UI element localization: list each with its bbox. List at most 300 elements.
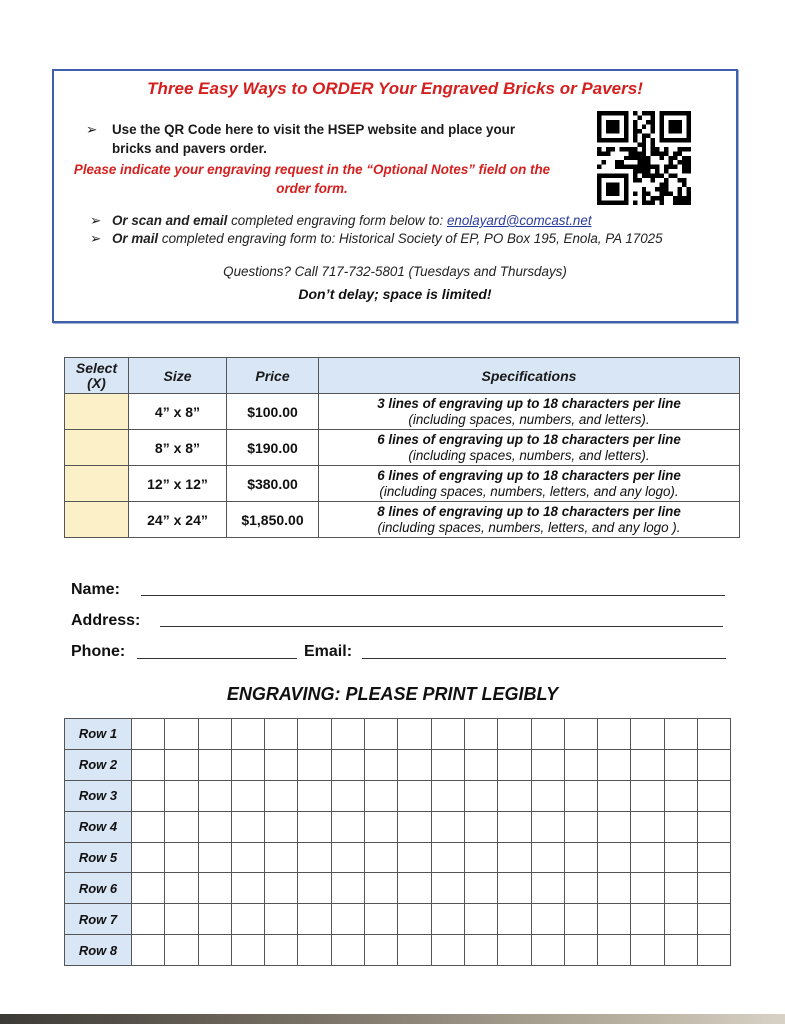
qr-module: [624, 201, 628, 205]
character-box[interactable]: [464, 873, 497, 904]
character-box[interactable]: [664, 811, 697, 842]
qr-module: [660, 120, 664, 124]
character-box[interactable]: [265, 780, 298, 811]
qr-module: [637, 115, 641, 119]
qr-module: [606, 138, 610, 142]
qr-module: [615, 129, 619, 133]
qr-module: [660, 201, 664, 205]
qr-module: [615, 124, 619, 128]
qr-module: [660, 187, 664, 191]
character-box[interactable]: [165, 873, 198, 904]
qr-module: [655, 147, 659, 151]
qr-module: [601, 151, 605, 155]
character-box[interactable]: [298, 719, 331, 750]
character-box[interactable]: [664, 935, 697, 966]
qr-module: [642, 124, 646, 128]
qr-module: [642, 201, 646, 205]
qr-module: [651, 138, 655, 142]
header-price: Price: [227, 358, 319, 394]
character-box[interactable]: [231, 842, 264, 873]
character-box[interactable]: [198, 904, 231, 935]
character-box[interactable]: [598, 749, 631, 780]
qr-module: [610, 174, 614, 178]
qr-module: [624, 196, 628, 200]
qr-module: [687, 147, 691, 151]
name-field[interactable]: [141, 595, 725, 596]
character-box[interactable]: [331, 904, 364, 935]
character-box[interactable]: [331, 811, 364, 842]
qr-module: [642, 165, 646, 169]
qr-module: [646, 165, 650, 169]
character-box[interactable]: [698, 749, 731, 780]
email-bullet-bold: Or scan and email: [112, 213, 228, 228]
character-box[interactable]: [498, 811, 531, 842]
qr-module: [646, 133, 650, 137]
character-box[interactable]: [698, 904, 731, 935]
qr-module: [610, 129, 614, 133]
qr-module: [655, 165, 659, 169]
spec-cell: [319, 394, 740, 430]
qr-module: [687, 192, 691, 196]
character-box[interactable]: [464, 842, 497, 873]
character-box[interactable]: [398, 873, 431, 904]
character-box[interactable]: [298, 935, 331, 966]
qr-module: [597, 124, 601, 128]
character-box[interactable]: [231, 811, 264, 842]
qr-module: [597, 201, 601, 205]
character-box[interactable]: [365, 749, 398, 780]
qr-module: [610, 124, 614, 128]
character-box[interactable]: [198, 719, 231, 750]
qr-module: [682, 156, 686, 160]
character-box[interactable]: [132, 811, 165, 842]
character-box[interactable]: [698, 811, 731, 842]
size-cell: 8” x 8”: [129, 430, 227, 466]
spec-sub: (including spaces, numbers, letters, and any logo).: [379, 483, 679, 499]
qr-module: [597, 115, 601, 119]
qr-module: [619, 201, 623, 205]
character-box[interactable]: [531, 811, 564, 842]
qr-module: [673, 111, 677, 115]
spec-cell: [319, 430, 740, 466]
qr-code-icon[interactable]: [597, 111, 691, 205]
character-box[interactable]: [198, 780, 231, 811]
character-box[interactable]: [498, 719, 531, 750]
character-box[interactable]: [464, 904, 497, 935]
qr-module: [615, 160, 619, 164]
select-checkbox[interactable]: [65, 466, 129, 502]
character-box[interactable]: [165, 842, 198, 873]
character-box[interactable]: [531, 780, 564, 811]
character-box[interactable]: [198, 811, 231, 842]
character-box[interactable]: [431, 780, 464, 811]
qr-module: [642, 169, 646, 173]
qr-module: [633, 201, 637, 205]
character-box[interactable]: [598, 873, 631, 904]
qr-module: [624, 129, 628, 133]
character-box[interactable]: [165, 935, 198, 966]
character-box[interactable]: [265, 842, 298, 873]
character-box[interactable]: [265, 873, 298, 904]
qr-module: [637, 160, 641, 164]
spec-main: 8 lines of engraving up to 18 characters per line: [377, 503, 681, 519]
qr-module: [660, 129, 664, 133]
qr-module: [619, 174, 623, 178]
character-box[interactable]: [598, 719, 631, 750]
character-box[interactable]: [198, 935, 231, 966]
qr-module: [682, 183, 686, 187]
qr-module: [669, 192, 673, 196]
spec-sub: (including spaces, numbers, letters, and any logo ).: [377, 519, 681, 535]
character-box[interactable]: [531, 873, 564, 904]
character-box[interactable]: [598, 904, 631, 935]
character-box[interactable]: [564, 873, 597, 904]
character-box[interactable]: [265, 719, 298, 750]
qr-module: [687, 165, 691, 169]
qr-module: [664, 192, 668, 196]
character-box[interactable]: [631, 904, 664, 935]
character-box[interactable]: [464, 780, 497, 811]
character-box[interactable]: [398, 842, 431, 873]
qr-module: [651, 165, 655, 169]
character-box[interactable]: [498, 904, 531, 935]
character-box[interactable]: [298, 873, 331, 904]
character-box[interactable]: [698, 842, 731, 873]
qr-module: [610, 120, 614, 124]
character-box[interactable]: [531, 842, 564, 873]
character-box[interactable]: [231, 904, 264, 935]
character-box[interactable]: [132, 904, 165, 935]
qr-module: [655, 187, 659, 191]
qr-module: [633, 124, 637, 128]
qr-module: [606, 174, 610, 178]
character-box[interactable]: [431, 749, 464, 780]
character-box[interactable]: [598, 935, 631, 966]
qr-module: [642, 196, 646, 200]
character-box[interactable]: [398, 811, 431, 842]
character-box[interactable]: [631, 749, 664, 780]
qr-module: [628, 147, 632, 151]
qr-module: [606, 129, 610, 133]
qr-module: [633, 151, 637, 155]
character-box[interactable]: [598, 780, 631, 811]
character-box[interactable]: [664, 749, 697, 780]
email-field[interactable]: [362, 658, 726, 659]
email-link[interactable]: enolayard@comcast.net: [446, 213, 592, 228]
character-box[interactable]: [631, 719, 664, 750]
character-box[interactable]: [331, 842, 364, 873]
character-box[interactable]: [265, 935, 298, 966]
character-box[interactable]: [698, 935, 731, 966]
character-box[interactable]: [265, 749, 298, 780]
price-cell: $100.00: [227, 394, 319, 430]
character-box[interactable]: [498, 780, 531, 811]
qr-module: [597, 111, 601, 115]
qr-module: [610, 111, 614, 115]
character-box[interactable]: [631, 873, 664, 904]
qr-module: [615, 174, 619, 178]
character-box[interactable]: [365, 719, 398, 750]
character-box[interactable]: [531, 749, 564, 780]
character-box[interactable]: [231, 749, 264, 780]
select-checkbox[interactable]: [65, 430, 129, 466]
character-box[interactable]: [165, 811, 198, 842]
character-box[interactable]: [431, 811, 464, 842]
spec-sub: (including spaces, numbers, and letters).: [408, 411, 650, 427]
qr-module: [597, 133, 601, 137]
qr-module: [610, 201, 614, 205]
character-box[interactable]: [564, 749, 597, 780]
qr-module: [615, 201, 619, 205]
qr-module: [669, 129, 673, 133]
qr-module: [673, 174, 677, 178]
qr-module: [601, 201, 605, 205]
character-box[interactable]: [464, 935, 497, 966]
qr-module: [660, 115, 664, 119]
qr-module: [678, 160, 682, 164]
character-box[interactable]: [265, 811, 298, 842]
character-box[interactable]: [365, 935, 398, 966]
select-checkbox[interactable]: [65, 394, 129, 430]
character-box[interactable]: [431, 935, 464, 966]
qr-module: [606, 201, 610, 205]
qr-module: [615, 120, 619, 124]
qr-module: [678, 111, 682, 115]
qr-module: [619, 111, 623, 115]
optional-notes-instruction: Please indicate your engraving request in the “Optional Notes” field on the order form.: [73, 162, 551, 196]
character-box[interactable]: [564, 719, 597, 750]
character-box[interactable]: [298, 842, 331, 873]
character-box[interactable]: [631, 842, 664, 873]
character-box[interactable]: [631, 811, 664, 842]
character-box[interactable]: [598, 842, 631, 873]
character-box[interactable]: [564, 842, 597, 873]
arrow-bullet-icon: ➢: [90, 213, 102, 228]
qr-module: [682, 147, 686, 151]
character-box[interactable]: [198, 873, 231, 904]
qr-module: [642, 156, 646, 160]
qr-module: [637, 151, 641, 155]
qr-module: [597, 129, 601, 133]
email-bullet: [90, 213, 592, 229]
character-box[interactable]: [132, 780, 165, 811]
qr-bullet-text: Use the QR Code here to visit the HSEP website and place your bricks and pavers order.: [112, 122, 516, 156]
qr-module: [660, 196, 664, 200]
qr-module: [628, 151, 632, 155]
character-box[interactable]: [132, 873, 165, 904]
engraving-row-label: Row 4: [65, 811, 132, 842]
character-box[interactable]: [198, 749, 231, 780]
character-box[interactable]: [398, 749, 431, 780]
character-box[interactable]: [132, 719, 165, 750]
qr-module: [637, 169, 641, 173]
qr-module: [646, 201, 650, 205]
character-box[interactable]: [398, 904, 431, 935]
character-box[interactable]: [564, 811, 597, 842]
qr-module: [646, 120, 650, 124]
character-box[interactable]: [698, 719, 731, 750]
character-box[interactable]: [231, 780, 264, 811]
character-box[interactable]: [564, 935, 597, 966]
qr-module: [678, 129, 682, 133]
character-box[interactable]: [331, 935, 364, 966]
qr-module: [660, 133, 664, 137]
qr-module: [678, 178, 682, 182]
qr-module: [664, 147, 668, 151]
qr-module: [619, 165, 623, 169]
qr-module: [651, 115, 655, 119]
character-box[interactable]: [531, 719, 564, 750]
qr-module: [687, 133, 691, 137]
qr-module: [673, 165, 677, 169]
engraving-row: [65, 749, 731, 780]
qr-module: [637, 178, 641, 182]
qr-module: [624, 124, 628, 128]
character-box[interactable]: [498, 935, 531, 966]
spec-sub: (including spaces, numbers, and letters).: [408, 447, 650, 463]
mail-bullet-text: completed engraving form to: Historical Society of EP, PO Box 195, Enola, PA 17025: [158, 231, 663, 246]
character-box[interactable]: [365, 842, 398, 873]
character-box[interactable]: [231, 873, 264, 904]
qr-module: [597, 165, 601, 169]
qr-module: [651, 174, 655, 178]
qr-module: [597, 192, 601, 196]
character-box[interactable]: [464, 811, 497, 842]
qr-module: [633, 165, 637, 169]
character-box[interactable]: [165, 904, 198, 935]
qr-module: [678, 120, 682, 124]
character-box[interactable]: [331, 873, 364, 904]
qr-module: [615, 138, 619, 142]
qr-module: [610, 138, 614, 142]
price-cell: $380.00: [227, 466, 319, 502]
character-box[interactable]: [531, 935, 564, 966]
qr-module: [628, 165, 632, 169]
table-row: [65, 430, 740, 466]
character-box[interactable]: [365, 873, 398, 904]
character-box[interactable]: [431, 842, 464, 873]
character-box[interactable]: [464, 719, 497, 750]
character-box[interactable]: [498, 842, 531, 873]
table-row: [65, 466, 740, 502]
character-box[interactable]: [132, 935, 165, 966]
qr-module: [664, 169, 668, 173]
character-box[interactable]: [298, 780, 331, 811]
character-box[interactable]: [231, 719, 264, 750]
character-box[interactable]: [331, 749, 364, 780]
qr-module: [678, 138, 682, 142]
qr-module: [597, 174, 601, 178]
character-box[interactable]: [498, 749, 531, 780]
qr-module: [615, 187, 619, 191]
header-size: Size: [129, 358, 227, 394]
character-box[interactable]: [265, 904, 298, 935]
character-box[interactable]: [231, 935, 264, 966]
qr-module: [633, 111, 637, 115]
character-box[interactable]: [132, 749, 165, 780]
character-box[interactable]: [365, 811, 398, 842]
qr-module: [660, 138, 664, 142]
qr-module: [624, 138, 628, 142]
size-cell: 12” x 12”: [129, 466, 227, 502]
qr-module: [664, 183, 668, 187]
character-box[interactable]: [698, 873, 731, 904]
character-box[interactable]: [631, 935, 664, 966]
qr-module: [606, 151, 610, 155]
phone-field[interactable]: [137, 658, 297, 659]
qr-module: [651, 129, 655, 133]
qr-module: [633, 147, 637, 151]
character-box[interactable]: [498, 873, 531, 904]
qr-module: [651, 111, 655, 115]
character-box[interactable]: [664, 873, 697, 904]
character-box[interactable]: [698, 780, 731, 811]
character-box[interactable]: [298, 904, 331, 935]
character-box[interactable]: [365, 904, 398, 935]
character-box[interactable]: [331, 719, 364, 750]
address-field[interactable]: [160, 626, 723, 627]
character-box[interactable]: [132, 842, 165, 873]
qr-module: [682, 160, 686, 164]
character-box[interactable]: [431, 873, 464, 904]
character-box[interactable]: [531, 904, 564, 935]
qr-module: [624, 133, 628, 137]
qr-module: [610, 187, 614, 191]
character-box[interactable]: [165, 780, 198, 811]
qr-module: [678, 147, 682, 151]
character-box[interactable]: [165, 719, 198, 750]
select-checkbox[interactable]: [65, 502, 129, 538]
character-box[interactable]: [631, 780, 664, 811]
character-box[interactable]: [664, 719, 697, 750]
character-box[interactable]: [365, 780, 398, 811]
qr-module: [606, 192, 610, 196]
qr-module: [633, 192, 637, 196]
character-box[interactable]: [431, 904, 464, 935]
character-box[interactable]: [198, 842, 231, 873]
character-box[interactable]: [431, 719, 464, 750]
character-box[interactable]: [664, 842, 697, 873]
qr-module: [601, 111, 605, 115]
qr-module: [642, 174, 646, 178]
character-box[interactable]: [598, 811, 631, 842]
qr-module: [642, 160, 646, 164]
character-box[interactable]: [398, 780, 431, 811]
qr-module: [673, 156, 677, 160]
character-box[interactable]: [398, 719, 431, 750]
character-box[interactable]: [298, 811, 331, 842]
character-box[interactable]: [331, 780, 364, 811]
character-box[interactable]: [664, 904, 697, 935]
qr-module: [687, 196, 691, 200]
mail-bullet: [90, 231, 663, 247]
character-box[interactable]: [564, 904, 597, 935]
character-box[interactable]: [464, 749, 497, 780]
character-box[interactable]: [564, 780, 597, 811]
character-box[interactable]: [398, 935, 431, 966]
qr-module: [682, 165, 686, 169]
character-box[interactable]: [165, 749, 198, 780]
qr-module: [660, 192, 664, 196]
qr-module: [646, 174, 650, 178]
qr-module: [660, 124, 664, 128]
phone-label: Phone:: [71, 643, 126, 660]
character-box[interactable]: [664, 780, 697, 811]
qr-module: [597, 120, 601, 124]
character-box[interactable]: [298, 749, 331, 780]
qr-module: [678, 192, 682, 196]
qr-module: [597, 187, 601, 191]
